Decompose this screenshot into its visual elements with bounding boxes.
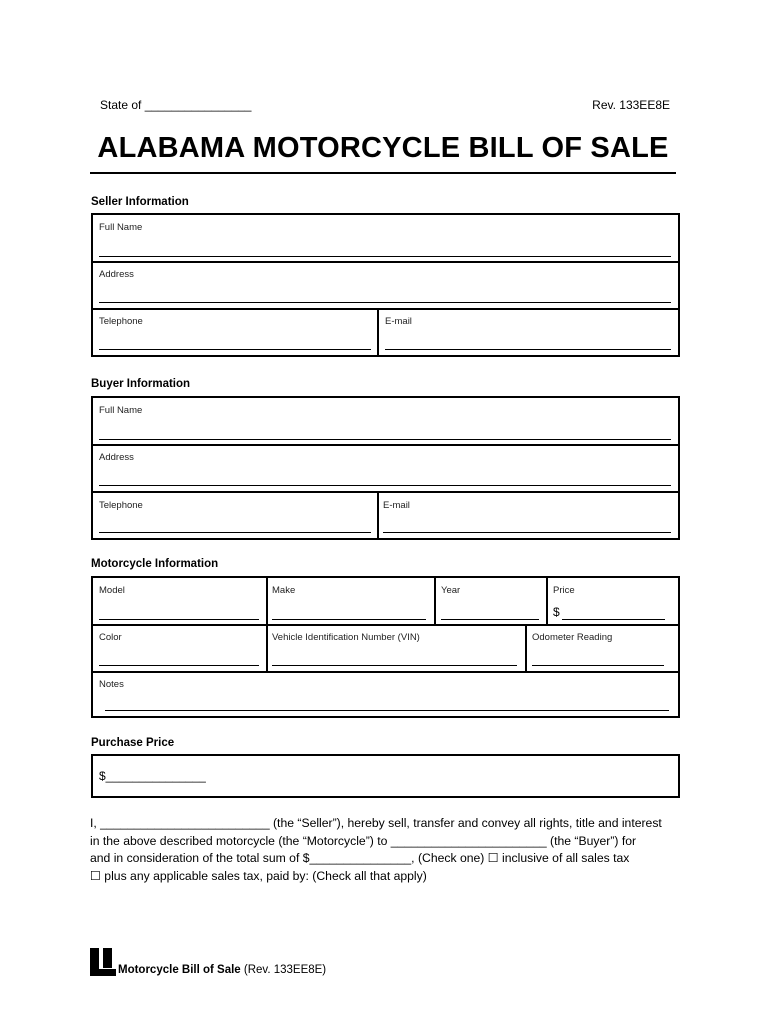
footer-document-name: Motorcycle Bill of Sale <box>118 964 241 976</box>
odometer-label: Odometer Reading <box>532 632 613 643</box>
seller-address-label: Address <box>99 269 134 280</box>
buyer-email-field[interactable] <box>383 532 671 533</box>
purchase-price-field[interactable]: $_______________ <box>99 769 206 783</box>
divider <box>93 671 678 673</box>
divider <box>546 578 548 624</box>
agreement-paragraph <box>90 815 690 885</box>
agreement-line[interactable]: and in consideration of the total sum of $_______________, (Check one) ☐ inclusive of all sales tax <box>90 851 630 865</box>
purchase-price-section-title: Purchase Price <box>91 737 175 749</box>
vin-label: Vehicle Identification Number (VIN) <box>272 632 420 643</box>
buyer-section-title: Buyer Information <box>91 378 191 390</box>
price-label: Price <box>553 585 575 596</box>
document-title: ALABAMA MOTORCYCLE BILL OF SALE <box>97 132 669 164</box>
price-field[interactable] <box>562 619 665 620</box>
footer <box>90 948 326 976</box>
buyer-full-name-field[interactable] <box>99 439 671 440</box>
buyer-full-name-label: Full Name <box>99 405 143 416</box>
model-field[interactable] <box>99 619 259 620</box>
buyer-address-field[interactable] <box>99 485 671 486</box>
seller-address-field[interactable] <box>99 302 671 303</box>
divider <box>93 261 678 263</box>
seller-full-name-label: Full Name <box>99 222 143 233</box>
divider <box>93 491 678 493</box>
make-field[interactable] <box>272 619 426 620</box>
buyer-email-label: E-mail <box>383 500 410 511</box>
divider <box>434 578 436 624</box>
color-field[interactable] <box>99 665 259 666</box>
brand-logo-icon <box>90 948 116 976</box>
state-of-field[interactable]: State of ________________ <box>100 98 252 112</box>
divider <box>93 624 678 626</box>
divider <box>525 624 527 671</box>
seller-email-label: E-mail <box>385 316 412 327</box>
color-label: Color <box>99 632 122 643</box>
make-label: Make <box>272 585 296 596</box>
revision-label: Rev. 133EE8E <box>592 98 670 112</box>
seller-full-name-field[interactable] <box>99 256 671 257</box>
buyer-telephone-field[interactable] <box>99 532 371 533</box>
buyer-telephone-label: Telephone <box>99 500 143 511</box>
motorcycle-section-title: Motorcycle Information <box>91 558 219 570</box>
seller-telephone-label: Telephone <box>99 316 143 327</box>
vin-field[interactable] <box>272 665 517 666</box>
seller-email-field[interactable] <box>385 349 671 350</box>
model-label: Model <box>99 585 125 596</box>
notes-label: Notes <box>99 679 124 690</box>
agreement-line[interactable]: I, _________________________ (the “Seller”), hereby sell, transfer and convey all rights, title and interest <box>90 816 662 830</box>
price-currency-symbol: $ <box>553 605 560 619</box>
agreement-line[interactable]: in the above described motorcycle (the “Motorcycle”) to _______________________ (the “Buyer”) for <box>90 833 637 848</box>
divider <box>377 491 379 538</box>
year-field[interactable] <box>441 619 539 620</box>
buyer-address-label: Address <box>99 452 134 463</box>
seller-information-box <box>91 213 680 357</box>
title-divider <box>90 172 676 174</box>
year-label: Year <box>441 585 461 596</box>
seller-telephone-field[interactable] <box>99 349 371 350</box>
seller-section-title: Seller Information <box>91 196 189 208</box>
odometer-field[interactable] <box>532 665 664 666</box>
notes-field[interactable] <box>105 710 669 711</box>
footer-revision: (Rev. 133EE8E) <box>240 964 327 976</box>
agreement-line[interactable]: ☐ plus any applicable sales tax, paid by: (Check all that apply) <box>90 868 427 883</box>
divider <box>93 444 678 446</box>
divider <box>93 308 678 310</box>
divider <box>377 308 379 355</box>
divider <box>266 578 268 671</box>
motorcycle-information-box <box>91 576 680 718</box>
buyer-information-box <box>91 396 680 540</box>
purchase-price-box <box>91 754 680 798</box>
